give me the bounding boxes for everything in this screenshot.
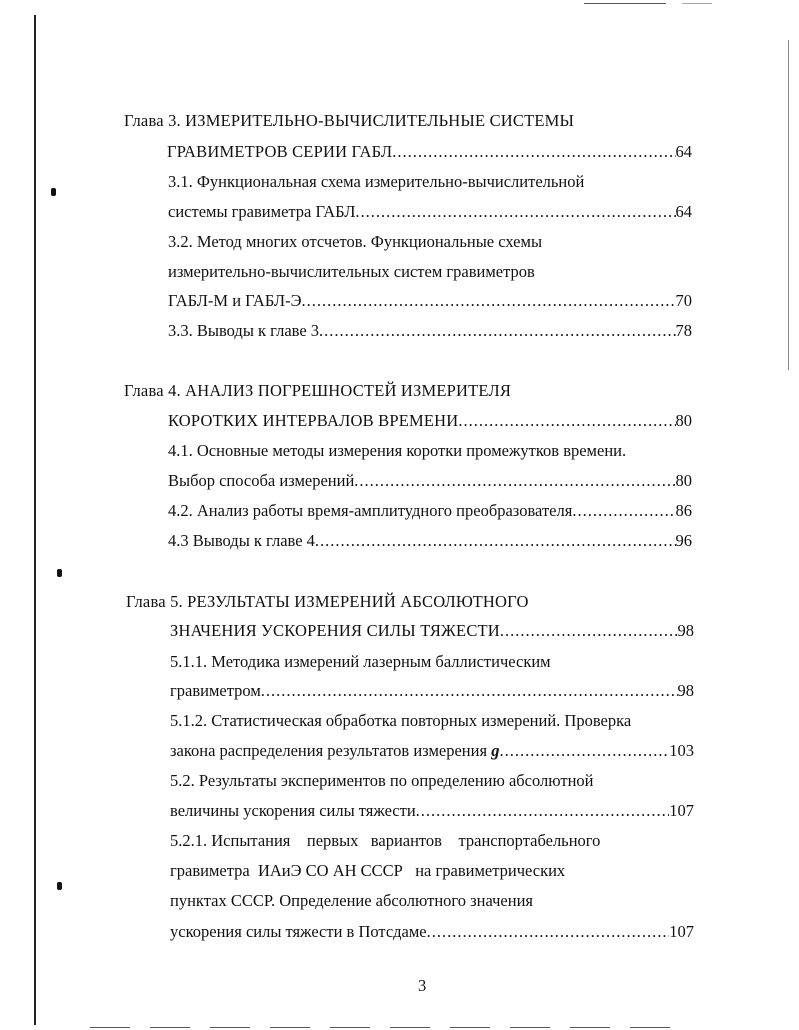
chapter-5-title: Глава 5. РЕЗУЛЬТАТЫ ИЗМЕРЕНИЙ АБСОЛЮТНОГО: [126, 592, 529, 611]
leader-dots: [458, 411, 675, 431]
entry-page: 98: [677, 681, 694, 700]
entry-page: 98: [677, 621, 694, 640]
scan-speck: [57, 882, 62, 890]
entry-title: 4.2. Анализ работы время-амплитудного преобразователя: [168, 501, 573, 520]
leader-dots: [261, 681, 678, 701]
entry-title: 4.3 Выводы к главе 4: [168, 531, 315, 550]
toc-entry-5-1-2[interactable]: [170, 741, 694, 761]
entry-page: 80: [675, 411, 692, 430]
entry-page: 96: [675, 531, 692, 550]
entry-title: ГРАВИМЕТРОВ СЕРИИ ГАБЛ: [167, 142, 393, 161]
toc-entry-4-3[interactable]: [168, 531, 692, 551]
entry-page: 70: [675, 291, 692, 310]
entry-title: [170, 741, 499, 761]
leader-dots: [354, 471, 675, 491]
scan-speck: [51, 188, 56, 196]
toc-entry-5-1-1-line1: 5.1.1. Методика измерений лазерным баллистическим: [170, 652, 551, 671]
entry-title-text: закона распределения результатов измерения: [170, 741, 488, 760]
entry-title: гравиметром: [170, 681, 261, 700]
scan-top-dash: [682, 3, 712, 4]
entry-title: системы гравиметра ГАБЛ: [168, 202, 356, 221]
toc-entry-3-2[interactable]: [168, 291, 692, 311]
entry-title: КОРОТКИХ ИНТЕРВАЛОВ ВРЕМЕНИ: [168, 411, 459, 430]
leader-dots: [500, 621, 678, 641]
toc-entry-3-2-line2: измерительно-вычислительных систем гравиметров: [168, 262, 535, 281]
scan-bottom-dash: [90, 1027, 690, 1028]
leader-dots: [319, 321, 675, 341]
leader-dots: [416, 801, 670, 821]
leader-dots: [427, 922, 670, 942]
toc-entry-5-2-line1: 5.2. Результаты экспериментов по определению абсолютной: [170, 771, 594, 790]
entry-page: 78: [675, 321, 692, 340]
leader-dots: [315, 531, 676, 551]
entry-page: 86: [675, 501, 692, 520]
toc-entry-5-1-2-line1: 5.1.2. Статистическая обработка повторных измерений. Проверка: [170, 711, 632, 730]
scan-left-edge-line: [34, 15, 36, 1025]
toc-entry-5-2-1[interactable]: [170, 922, 694, 942]
toc-entry-5-2-1-line3: пунктах СССР. Определение абсолютного значения: [170, 891, 534, 910]
entry-page: 107: [669, 801, 694, 820]
toc-entry-5-1-1[interactable]: [170, 681, 694, 701]
page-number: 3: [418, 976, 427, 995]
entry-page: 80: [675, 471, 692, 490]
entry-page: 64: [675, 142, 692, 161]
leader-dots: [392, 142, 675, 162]
toc-entry-3-3[interactable]: [168, 321, 692, 341]
chapter-4-title: Глава 4. АНАЛИЗ ПОГРЕШНОСТЕЙ ИЗМЕРИТЕЛЯ: [124, 381, 512, 400]
entry-title: Выбор способа измерений: [168, 471, 355, 490]
toc-entry-3-1[interactable]: [168, 202, 692, 222]
toc-entry-4-1-line1: 4.1. Основные методы измерения коротки промежутков времени.: [168, 441, 627, 460]
toc-entry-chapter-4[interactable]: [168, 411, 692, 431]
entry-title: ускорения силы тяжести в Потсдаме: [170, 922, 427, 941]
leader-dots: [355, 202, 675, 222]
entry-page: 103: [669, 741, 694, 760]
leader-dots: [499, 741, 669, 761]
toc-entry-5-2-1-line1: 5.2.1. Испытания первых вариантов транспортабельного: [170, 831, 601, 850]
symbol-g: g: [491, 741, 500, 760]
leader-dots: [572, 501, 675, 521]
toc-entry-chapter-3[interactable]: [167, 142, 692, 162]
scan-speck: [57, 569, 62, 577]
entry-title: ГАБЛ-М и ГАБЛ-Э: [168, 291, 302, 310]
scan-top-dash: [584, 3, 666, 4]
toc-entry-3-2-line1: 3.2. Метод многих отсчетов. Функциональные схемы: [168, 232, 543, 251]
entry-page: 107: [669, 922, 694, 941]
scan-right-edge-line: [788, 40, 789, 370]
toc-entry-5-2-1-line2: гравиметра ИАиЭ СО АН СССР на гравиметрических: [170, 861, 566, 880]
entry-title: ЗНАЧЕНИЯ УСКОРЕНИЯ СИЛЫ ТЯЖЕСТИ: [170, 621, 500, 640]
entry-title: величины ускорения силы тяжести: [170, 801, 416, 820]
chapter-3-title: Глава 3. ИЗМЕРИТЕЛЬНО-ВЫЧИСЛИТЕЛЬНЫЕ СИСТЕМЫ: [124, 111, 575, 130]
leader-dots: [301, 291, 675, 311]
toc-entry-3-1-line1: 3.1. Функциональная схема измерительно-вычислительной: [168, 172, 585, 191]
toc-entry-4-2[interactable]: [168, 501, 692, 521]
toc-entry-chapter-5[interactable]: [170, 621, 694, 641]
toc-entry-4-1[interactable]: [168, 471, 692, 491]
toc-entry-5-2[interactable]: [170, 801, 694, 821]
entry-title: 3.3. Выводы к главе 3: [168, 321, 320, 340]
entry-page: 64: [675, 202, 692, 221]
